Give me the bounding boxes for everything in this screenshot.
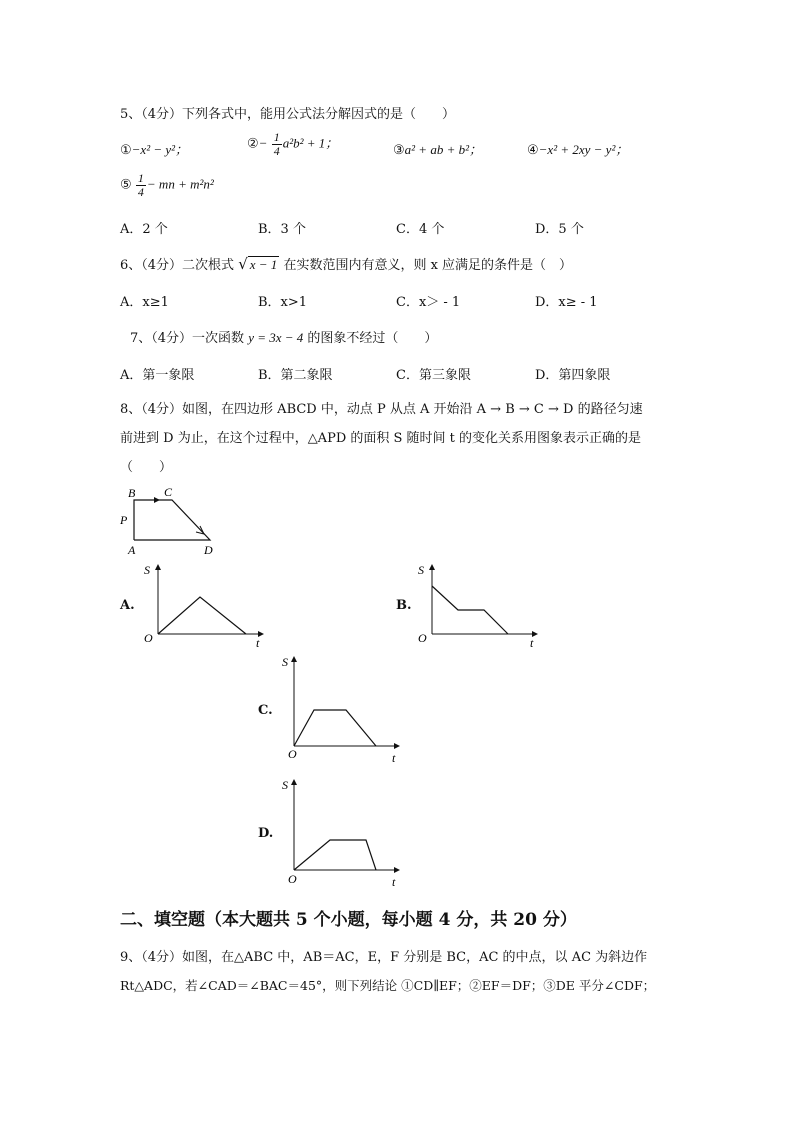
q8-option-b-label: B.	[396, 598, 412, 613]
q5-item-5-fraction	[136, 172, 146, 199]
q8-graph-b	[412, 562, 542, 652]
graph-b-o: O	[418, 631, 427, 645]
q5-item-3-mark: ③	[393, 142, 405, 157]
q5-item-4-expr: −x² + 2xy − y²；	[538, 142, 629, 157]
q5-item-2	[247, 131, 338, 158]
graph-b-s: S	[418, 563, 424, 577]
q5-item-2-mark: ②	[247, 135, 259, 151]
graph-b-line	[432, 586, 508, 634]
q5-item-5-denominator: 4	[137, 185, 144, 199]
graph-a-t: t	[256, 636, 260, 650]
q5-item-2-rest: a²b² + 1；	[282, 135, 339, 151]
label-c: C	[164, 485, 173, 499]
q5-option-d: D．5 个	[535, 222, 584, 237]
q8-quadrilateral-figure	[112, 480, 222, 560]
q7-option-d: D．第四象限	[535, 368, 611, 383]
q5-item-2-numerator: 1	[273, 130, 280, 144]
q8-option-a-label: A.	[120, 598, 135, 613]
label-p: P	[120, 513, 128, 527]
graph-a-line	[158, 597, 246, 634]
q5-option-c: C．4 个	[396, 222, 445, 237]
q5-item-2-sign: −	[258, 135, 268, 151]
q6-option-d: D．x≥ - 1	[535, 295, 598, 310]
graph-a-o: O	[144, 631, 153, 645]
q5-item-2-denominator: 4	[273, 144, 280, 158]
q7-option-b: B．第二象限	[258, 368, 333, 383]
q6-stem-pre: 6、（4分）二次根式	[120, 258, 235, 273]
q5-item-3-expr: a² + ab + b²；	[404, 142, 482, 157]
graph-d-o: O	[288, 872, 297, 886]
q5-item-1-mark: ①	[120, 142, 132, 157]
q8-graph-a	[138, 562, 268, 652]
q9-line-2: Rt△ADC，若∠CAD＝∠BAC＝45°，则下列结论 ①CD∥EF；②EF＝DF；③DE 平分∠CDF；	[120, 978, 656, 993]
q5-item-4	[527, 139, 628, 158]
q5-option-b: B．3 个	[258, 222, 306, 237]
graph-b-t: t	[530, 636, 534, 650]
q5-item-2-fraction	[272, 131, 282, 158]
q7-expr: y = 3x − 4	[248, 330, 304, 345]
graph-a-s: S	[144, 563, 150, 577]
label-b: B	[128, 486, 136, 500]
q8-line-2: 前进到 D 为止，在这个过程中，△APD 的面积 S 随时间 t 的变化关系用图象表示正确的是	[120, 431, 642, 446]
q6-option-a: A．x≥1	[120, 295, 169, 310]
graph-c-line	[294, 710, 376, 746]
q5-item-1-expr: −x² − y²；	[131, 142, 189, 157]
q6-option-b: B．x>1	[258, 295, 308, 310]
graph-c-o: O	[288, 747, 297, 761]
q6-stem	[120, 254, 572, 273]
q8-line-1: 8、（4分）如图，在四边形 ABCD 中，动点 P 从点 A 开始沿 A → B → C → D 的路径匀速	[120, 402, 643, 417]
section-2-title: 二、填空题（本大题共 5 个小题，每小题 4 分，共 20 分）	[120, 910, 577, 930]
q9-line-1: 9、（4分）如图，在△ABC 中，AB＝AC，E，F 分别是 BC，AC 的中点，以 AC 为斜边作	[120, 950, 648, 965]
q6-stem-post: 在实数范围内有意义，则 x 应满足的条件是（ ）	[283, 258, 573, 273]
q7-stem-post: 的图象不经过（ ）	[307, 331, 438, 346]
q8-option-c-label: C.	[258, 703, 273, 718]
q5-item-5-rest: − mn + m²n²	[146, 176, 214, 192]
q6-radicand: x − 1	[249, 257, 278, 272]
q5-stem: 5、（4分）下列各式中，能用公式法分解因式的是（ ）	[120, 107, 456, 122]
graph-d-s: S	[282, 778, 288, 792]
q7-option-c: C．第三象限	[396, 368, 471, 383]
q5-item-4-mark: ④	[527, 142, 539, 157]
graph-c-t: t	[392, 751, 396, 765]
graph-d-t: t	[392, 875, 396, 889]
q5-item-1	[120, 139, 188, 158]
q8-line-3: （ ）	[120, 460, 173, 475]
q5-item-3	[393, 139, 482, 158]
graph-d-line	[294, 840, 376, 870]
q7-stem-pre: 7、（4分）一次函数	[130, 331, 245, 346]
arrow-bc-head	[154, 497, 160, 503]
sqrt-symbol: √	[238, 255, 248, 273]
q7-stem	[130, 327, 437, 346]
q8-option-d-label: D.	[258, 826, 274, 841]
q5-item-5	[120, 172, 214, 199]
label-a: A	[128, 543, 136, 557]
q7-option-a: A．第一象限	[120, 368, 195, 383]
q8-graph-c	[274, 652, 404, 772]
label-d: D	[204, 543, 213, 557]
q5-item-5-mark: ⑤	[120, 176, 132, 192]
graph-c-s: S	[282, 655, 288, 669]
q5-option-a: A．2 个	[120, 222, 168, 237]
quad-edges	[134, 500, 210, 540]
q8-graph-d	[274, 775, 404, 895]
q6-option-c: C．x＞ - 1	[396, 295, 461, 310]
q5-item-5-numerator: 1	[137, 171, 144, 185]
